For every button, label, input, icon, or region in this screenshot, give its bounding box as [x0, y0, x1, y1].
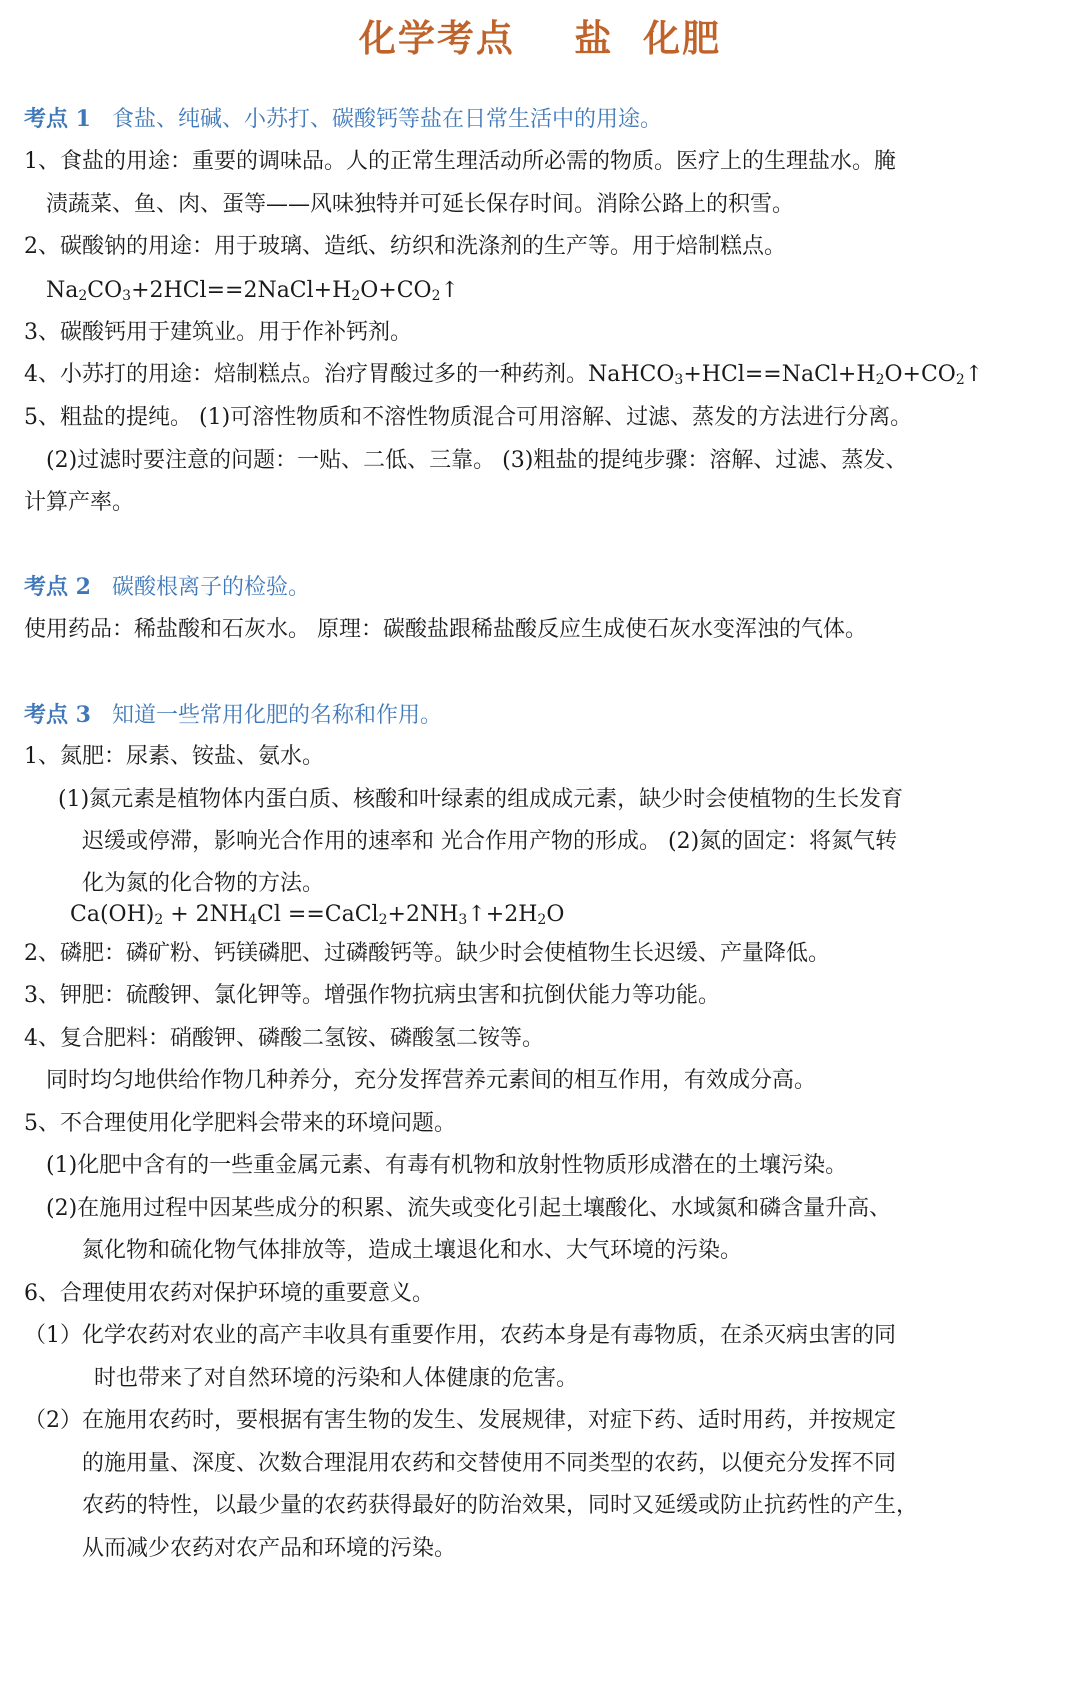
section-1-label: 考点 1: [24, 106, 91, 132]
paragraph: 1、食盐的用途：重要的调味品。人的正常生理活动所必需的物质。医疗上的生理盐水。腌: [24, 149, 897, 174]
paragraph: 1、氮肥：尿素、铵盐、氨水。: [24, 744, 324, 769]
section-1-title: 食盐、纯碱、小苏打、碳酸钙等盐在日常生活中的用途。: [111, 107, 662, 132]
paragraph: 氮化物和硫化物气体排放等，造成土壤退化和水、大气环境的污染。: [82, 1238, 743, 1263]
paragraph: (1)化肥中含有的一些重金属元素、有毒有机物和放射性物质形成潜在的土壤污染。: [46, 1153, 848, 1178]
paragraph: 2、碳酸钠的用途：用于玻璃、造纸、纺织和洗涤剂的生产等。用于焙制糕点。: [24, 234, 786, 259]
paragraph: 农药的特性，以最少量的农药获得最好的防治效果，同时又延缓或防止抗药性的产生，: [82, 1493, 919, 1518]
paragraph: 4、小苏打的用途：焙制糕点。治疗胃酸过多的一种药剂。$NaHCO_3+HCl==NaCl+H_2O+CO_2↑$: [24, 362, 984, 388]
paragraph: (2)过滤时要注意的问题：一贴、二低、三靠。 (3)粗盐的提纯步骤：溶解、过滤、蒸发、: [46, 448, 908, 473]
paragraph: 从而减少农药对农产品和环境的污染。: [82, 1536, 457, 1561]
section-3-label: 考点 3: [24, 702, 91, 728]
section-3-heading: [24, 700, 442, 731]
section-2-title: 碳酸根离子的检验。: [111, 575, 310, 600]
paragraph: 4、复合肥料：硝酸钾、磷酸二氢铵、磷酸氢二铵等。: [24, 1026, 544, 1051]
section-1-heading: [24, 104, 662, 135]
section-2-label: 考点 2: [24, 574, 91, 600]
paragraph: 迟缓或停滞，影响光合作用的速率和 光合作用产物的形成。 (2)氮的固定：将氮气转: [82, 829, 898, 854]
paragraph: 6、合理使用农药对保护环境的重要意义。: [24, 1281, 434, 1306]
paragraph: 2、磷肥：磷矿粉、钙镁磷肥、过磷酸钙等。缺少时会使植物生长迟缓、产量降低。: [24, 941, 830, 966]
paragraph: 时也带来了对自然环境的污染和人体健康的危害。: [94, 1366, 579, 1391]
paragraph: (1)氮元素是植物体内蛋白质、核酸和叶绿素的组成成元素，缺少时会使植物的生长发育: [58, 787, 904, 812]
equation-sodium-carbonate: $Na_2CO_3+2HCl==2NaCl+H_2O+CO_2↑$: [46, 278, 459, 304]
paragraph: 3、碳酸钙用于建筑业。用于作补钙剂。: [24, 320, 412, 345]
paragraph: 同时均匀地供给作物几种养分，充分发挥营养元素间的相互作用，有效成分高。: [46, 1068, 817, 1093]
paragraph: 使用药品：稀盐酸和石灰水。 原理：碳酸盐跟稀盐酸反应生成使石灰水变浑浊的气体。: [24, 617, 867, 642]
equation-ammonia: $Ca(OH)_2 + 2NH_4Cl$ $==CaCl_2+2NH_3↑+2H_2O$: [70, 902, 565, 928]
paragraph: （1）化学农药对农业的高产丰收具有重要作用，农药本身是有毒物质，在杀灭病虫害的同: [24, 1323, 897, 1348]
paragraph: 5、粗盐的提纯。 (1)可溶性物质和不溶性物质混合可用溶解、过滤、蒸发的方法进行分离。: [24, 405, 913, 430]
section-2-heading: [24, 572, 310, 603]
equation-baking-soda: $NaHCO_3+HCl==NaCl+H_2O+CO_2↑$: [588, 362, 984, 388]
paragraph: 化为氮的化合物的方法。: [82, 871, 325, 896]
paragraph: 的施用量、深度、次数合理混用农药和交替使用不同类型的农药，以便充分发挥不同: [82, 1451, 897, 1476]
paragraph: 渍蔬菜、鱼、肉、蛋等——风味独特并可延长保存时间。消除公路上的积雪。: [46, 192, 795, 217]
section-3-title: 知道一些常用化肥的名称和作用。: [111, 703, 442, 728]
paragraph: （2）在施用农药时，要根据有害生物的发生、发展规律，对症下药、适时用药，并按规定: [24, 1408, 897, 1433]
paragraph: 计算产率。: [24, 490, 135, 515]
paragraph: 3、钾肥：硫酸钾、氯化钾等。增强作物抗病虫害和抗倒伏能力等功能。: [24, 983, 720, 1008]
page-title: 化学考点 盐 化肥: [358, 16, 722, 60]
paragraph: 5、不合理使用化学肥料会带来的环境问题。: [24, 1111, 456, 1136]
paragraph: (2)在施用过程中因某些成分的积累、流失或变化引起土壤酸化、水域氮和磷含量升高、: [46, 1196, 892, 1221]
